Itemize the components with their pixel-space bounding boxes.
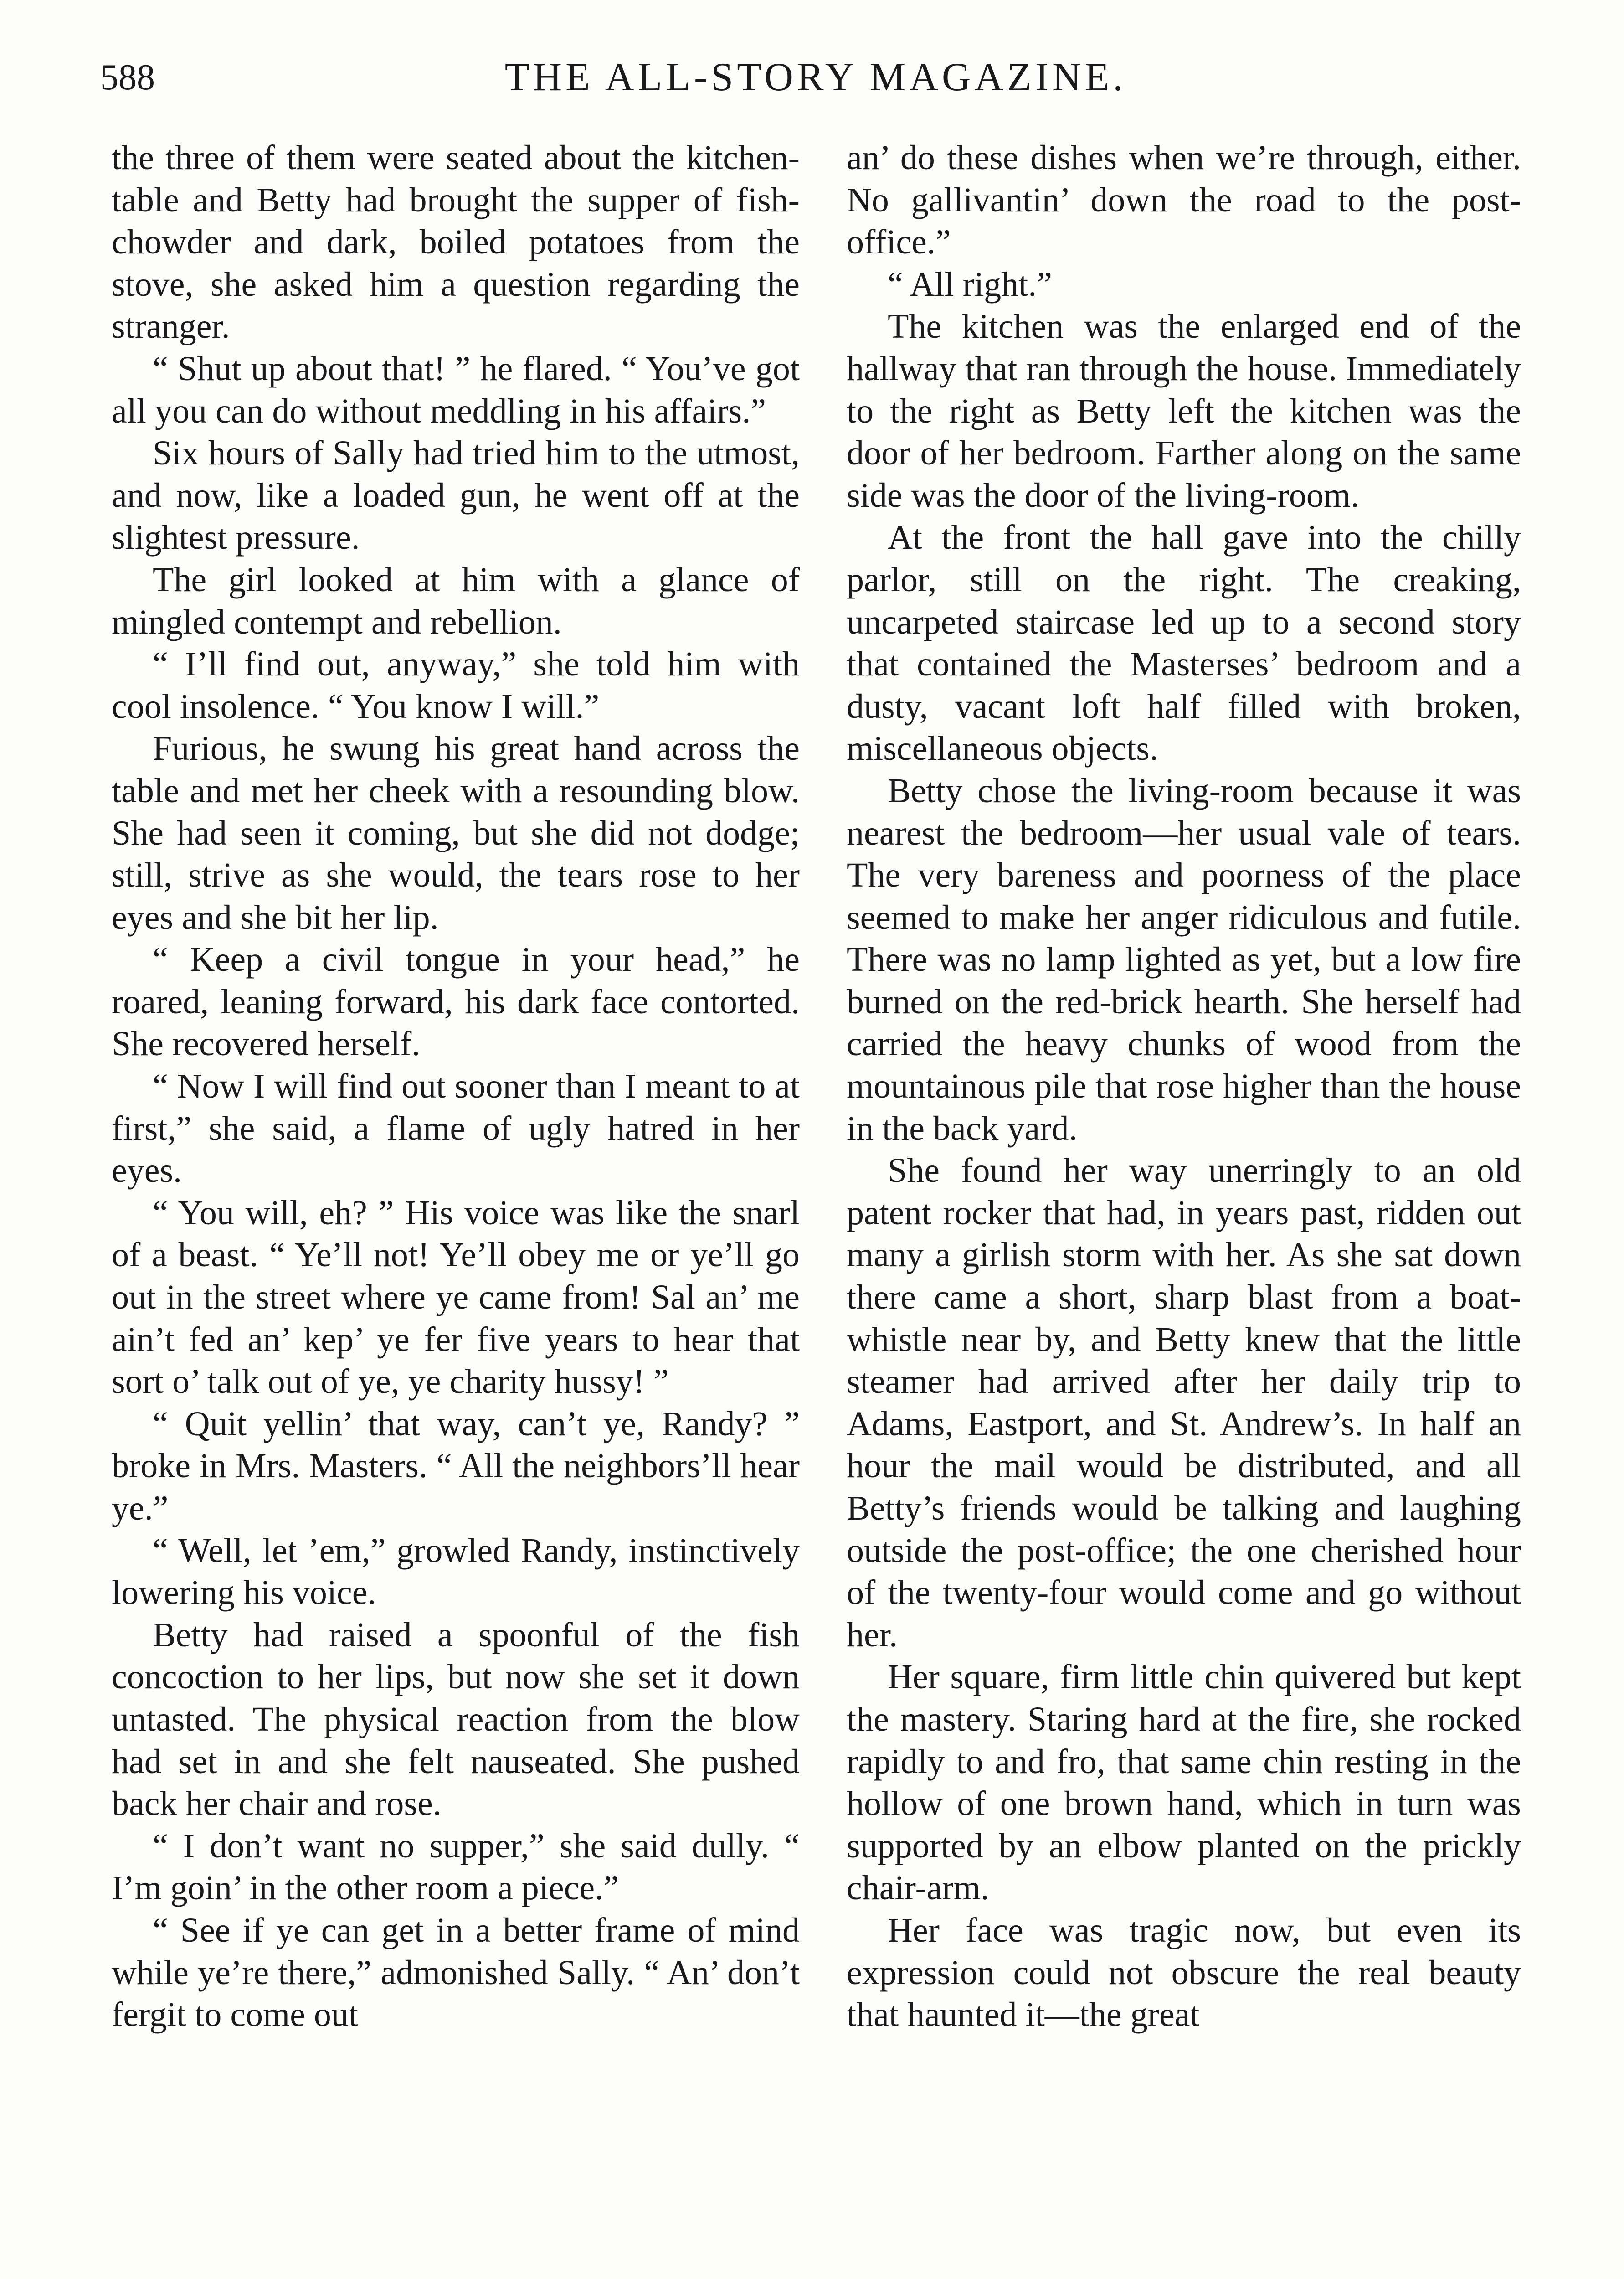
paragraph: She found her way unerringly to an old patent rocker that had, in years past, ridden out many a girlish storm with her. As she sat down there came a short, sharp blast from a boat-whistle near by, and Betty knew that the little steamer had arrived after her daily trip to Adams, Eastport, and St. Andrew’s. In half an hour the mail would be distributed, and all Betty’s friends would be talking and laughing outside the post-office; the one cherished hour of the twenty-four would come and go without her. [847, 1151, 1521, 1654]
paragraph: “ All right.” [888, 265, 1052, 304]
paragraph: Her face was tragic now, but even its expression could not obscure the real beauty that haunted it—the great [847, 1911, 1521, 2034]
paragraph: Her square, firm little chin quivered but kept the mastery. Staring hard at the fire, she rocked rapidly to and fro, that same chin resting in the hollow of one brown hand, which in turn was supported by an elbow planted on the prickly chair-arm. [847, 1658, 1521, 1908]
paragraph: “ You will, eh? ” His voice was like the snarl of a beast. “ Ye’ll not! Ye’ll obey me or ye’ll go out in the street where ye came from! Sal an’ me ain’t fed an’ kep’ ye fer five years to hear that sort o’ talk out of ye, ye charity hussy! ” [112, 1193, 800, 1401]
paragraph: At the front the hall gave into the chilly parlor, still on the right. The creaking, uncarpeted staircase led up to a second story that contained the Masterses’ bedroom and a dusty, vacant loft half filled with broken, miscellaneous objects. [847, 518, 1521, 768]
paragraph: the three of them were seated about the kitchen-table and Betty had brought the supper of fish-chowder and dark, boiled potatoes from the stove, she asked him a question regarding the stranger. [112, 139, 800, 346]
paragraph: “ See if ye can get in a better frame of mind while ye’re there,” admonished Sally. “ An’ don’t fergit to come out [112, 1911, 800, 2034]
running-head-title: THE ALL-STORY MAGAZINE. [504, 55, 1127, 99]
page-header [100, 46, 1531, 109]
paragraph: “ I’ll find out, anyway,” she told him with cool insolence. “ You know I will.” [112, 645, 800, 726]
paragraph: Betty had raised a spoonful of the fish concoction to her lips, but now she set it down untasted. The physical reaction from the blow had set in and she felt nauseated. She pushed back her chair and rose. [112, 1615, 800, 1823]
paragraph: “ Well, let ’em,” growled Randy, instinctively lowering his voice. [112, 1531, 800, 1612]
text-column-right [847, 137, 1521, 2036]
paragraph: Six hours of Sally had tried him to the utmost, and now, like a loaded gun, he went off at the slightest pressure. [112, 434, 800, 557]
paragraph: “ Shut up about that! ” he flared. “ You’ve got all you can do without meddling in his affairs.” [112, 349, 800, 430]
paragraph: “ Now I will find out sooner than I meant to at first,” she said, a flame of ugly hatred in her eyes. [112, 1067, 800, 1190]
text-column-left [112, 137, 800, 2036]
paragraph: Furious, he swung his great hand across the table and met her cheek with a resounding blow. She had seen it coming, but she did not dodge; still, strive as she would, the tears rose to her eyes and she bit her lip. [112, 729, 800, 937]
paragraph: “ Quit yellin’ that way, can’t ye, Randy? ” broke in Mrs. Masters. “ All the neighbors’ll hear ye.” [112, 1404, 800, 1527]
paragraph: an’ do these dishes when we’re through, either. No gallivantin’ down the road to the post-office.” [847, 139, 1521, 262]
paragraph: The kitchen was the enlarged end of the hallway that ran through the house. Immediately to the right as Betty left the kitchen was the door of her bedroom. Farther along on the same side was the door of the living-room. [847, 307, 1521, 515]
paragraph: Betty chose the living-room because it was nearest the bedroom—her usual vale of tears. The very bareness and poorness of the place seemed to make her anger ridiculous and futile. There was no lamp lighted as yet, but a low fire burned on the red-brick hearth. She herself had carried the heavy chunks of wood from the mountainous pile that rose higher than the house in the back yard. [847, 771, 1521, 1148]
page-number: 588 [100, 57, 155, 98]
paragraph: “ Keep a civil tongue in your head,” he roared, leaning forward, his dark face contorted. She recovered herself. [112, 940, 800, 1063]
paragraph: The girl looked at him with a glance of mingled contempt and rebellion. [112, 560, 800, 641]
paragraph: “ I don’t want no supper,” she said dully. “ I’m goin’ in the other room a piece.” [112, 1826, 800, 1908]
